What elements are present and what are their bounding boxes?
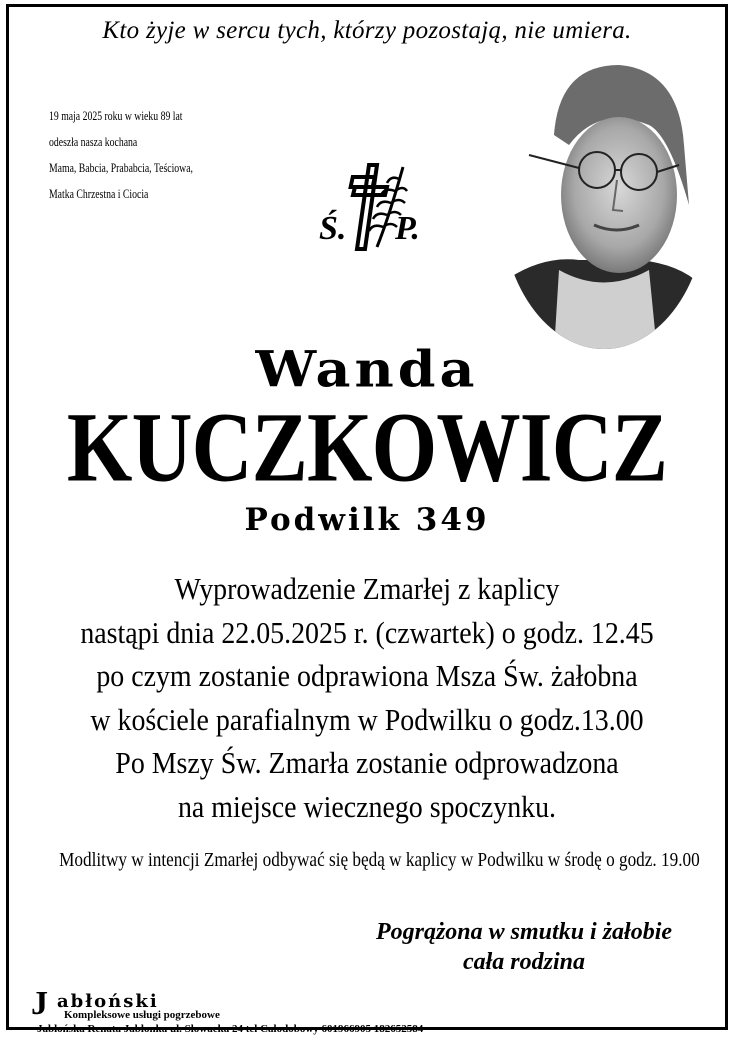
funeral-line: Wyprowadzenie Zmarłej z kaplicy [174,571,560,606]
prayer-info: Modlitwy w intencji Zmarłej odbywać się będą w kaplicy w Podwilku w środę o godz. 19.00 [59,849,700,871]
sp-right-letter: P. [395,210,420,247]
funeral-line: Po Mszy Św. Zmarła zostanie odprowadzona [115,745,619,780]
sp-left-letter: Ś. [319,210,347,247]
portrait-photo [499,55,709,351]
mourners [339,917,709,977]
motto: Kto żyje w sercu tych, którzy pozostają, nie umiera. [102,17,632,44]
funeral-home-footer [31,985,671,1035]
funeral-details [45,567,689,828]
logo-initial: J [31,985,48,1022]
intro-text [49,103,221,207]
deceased-last-name: KUCZKOWICZ [66,392,668,504]
mourners-line: Pogrążona w smutku i żałobie [375,919,673,945]
contact-info: Jabłońska Renata Jabłonka ul. Słowacka 24 tel Całodobowy 601966905 182652584 [37,1023,424,1035]
funeral-line: po czym zostanie odprawiona Msza Św. żałobna [96,658,638,693]
intro-line: Matka Chrzestna i Ciocia [49,187,149,201]
logo-name: abłoński [57,991,159,1012]
intro-line: Mama, Babcia, Prababcia, Teściowa, [49,161,193,175]
funeral-line: w kościele parafialnym w Podwilku o godz.13.00 [90,701,644,737]
obituary-frame [6,4,728,1035]
deceased-first-name: Wanda [255,339,479,399]
intro-line: 19 maja 2025 roku w wieku 89 lat [49,109,183,123]
mourners-line: cała rodzina [462,949,585,975]
funeral-line: na miejsce wiecznego spoczynku. [177,788,557,824]
residence-address: Podwilk 349 [244,502,490,538]
sp-symbol [317,157,427,257]
intro-line: odeszła nasza kochana [49,135,138,149]
logo-tagline: Kompleksowe usługi pogrzebowe [64,1009,220,1021]
funeral-home-logo [31,985,671,1022]
funeral-line: nastąpi dnia 22.05.2025 r. (czwartek) o godz. 12.45 [80,614,654,650]
